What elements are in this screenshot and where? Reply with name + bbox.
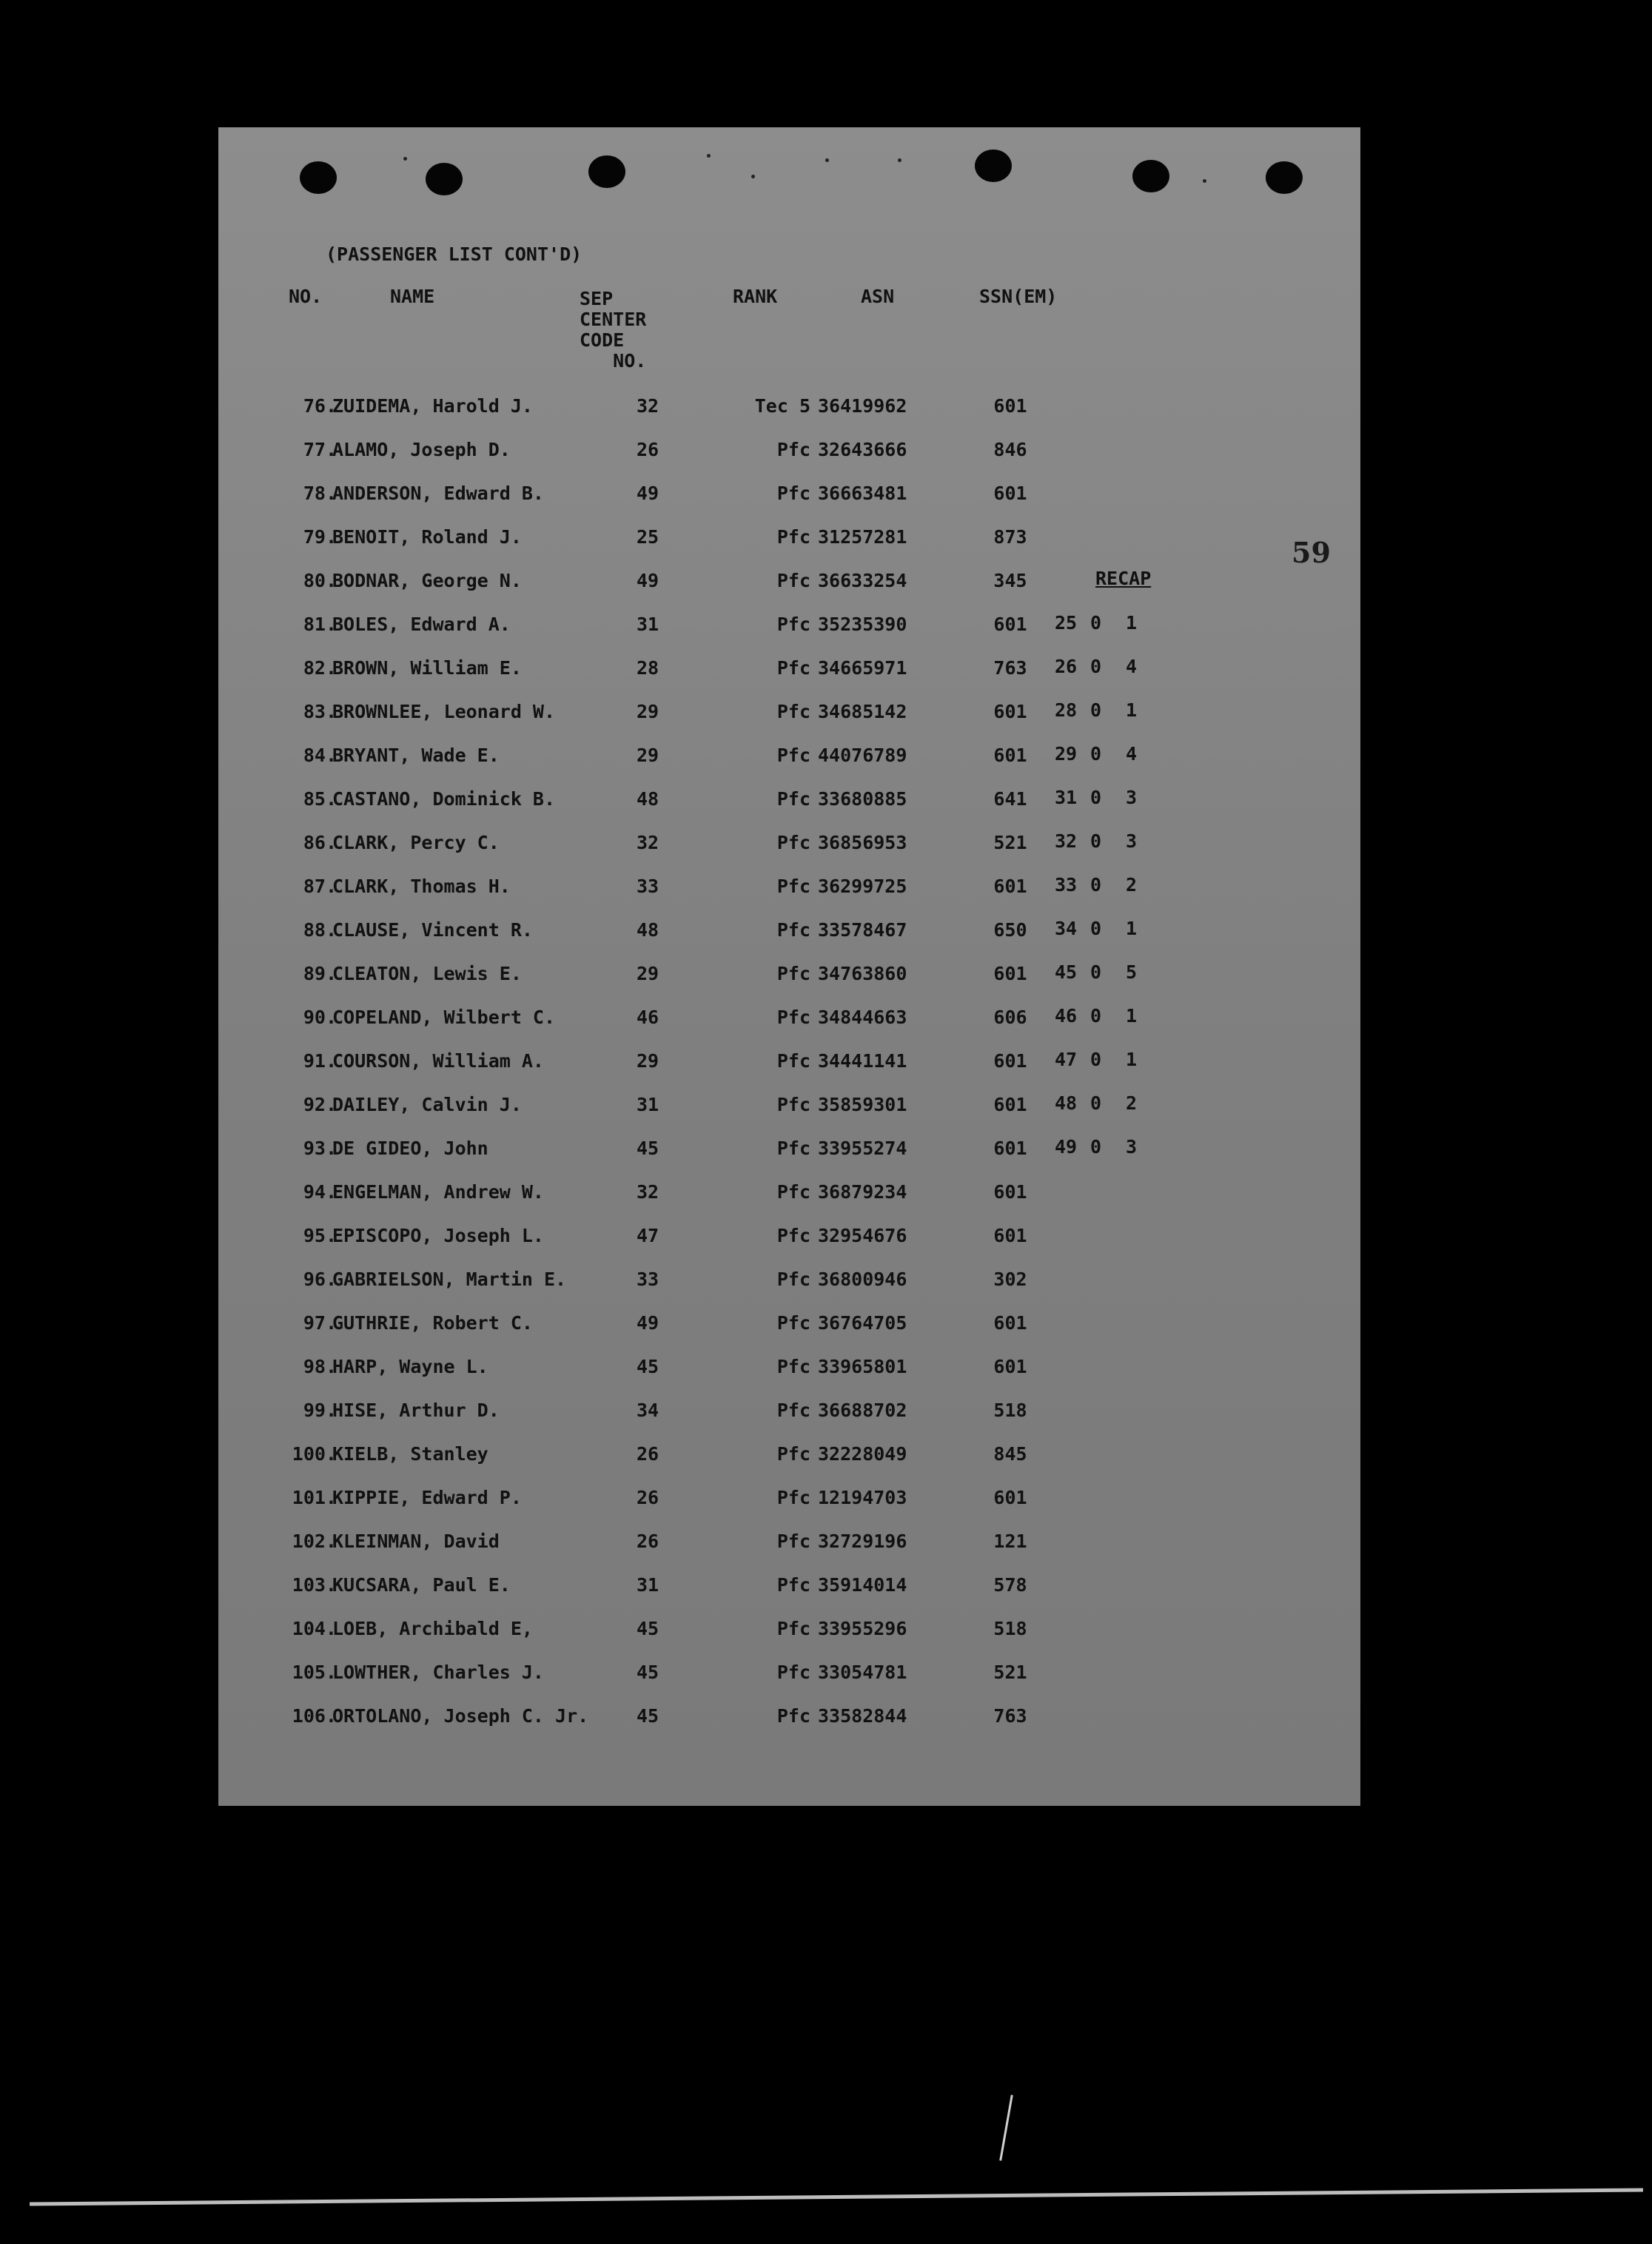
row-name: CASTANO, Dominick B. bbox=[332, 788, 556, 810]
row-code: 49 bbox=[636, 483, 659, 504]
row-rank: Pfc bbox=[776, 526, 810, 548]
row-rank: Pfc bbox=[776, 963, 810, 984]
row-code: 29 bbox=[636, 1050, 659, 1072]
row-asn: 32643666 bbox=[818, 439, 907, 460]
row-name: CLEATON, Lewis E. bbox=[332, 963, 522, 984]
row-ssn: 763 bbox=[993, 657, 1027, 679]
paper-speck bbox=[898, 158, 901, 162]
row-ssn: 763 bbox=[993, 1705, 1027, 1727]
row-rank: Pfc bbox=[776, 701, 810, 722]
row-number: 90. bbox=[303, 1007, 337, 1028]
row-number: 79. bbox=[303, 526, 337, 548]
row-code: 25 bbox=[636, 526, 659, 548]
recap-row bbox=[1055, 1049, 1161, 1070]
table-row bbox=[218, 1138, 1360, 1167]
recap-enlisted: 3 bbox=[1126, 1136, 1138, 1158]
row-number: 103. bbox=[292, 1574, 337, 1596]
table-row bbox=[218, 1050, 1360, 1080]
row-code: 26 bbox=[636, 1443, 659, 1465]
table-row bbox=[218, 788, 1360, 818]
recap-officers: 0 bbox=[1090, 743, 1102, 765]
recap-code: 26 bbox=[1055, 656, 1078, 677]
row-rank: Tec 5 bbox=[754, 395, 810, 417]
recap-code: 46 bbox=[1055, 1005, 1078, 1027]
recap-enlisted: 1 bbox=[1126, 699, 1138, 721]
row-rank: Pfc bbox=[776, 1356, 810, 1377]
row-rank: Pfc bbox=[776, 1443, 810, 1465]
row-code: 48 bbox=[636, 788, 659, 810]
row-rank: Pfc bbox=[776, 1618, 810, 1639]
paper-speck bbox=[403, 157, 407, 161]
recap-code: 31 bbox=[1055, 787, 1078, 808]
table-row bbox=[218, 1443, 1360, 1473]
row-name: LOWTHER, Charles J. bbox=[332, 1662, 544, 1683]
recap-enlisted: 1 bbox=[1126, 1049, 1138, 1070]
paper-speck bbox=[825, 158, 829, 162]
row-number: 89. bbox=[303, 963, 337, 984]
row-asn: 35859301 bbox=[818, 1094, 907, 1115]
row-ssn: 601 bbox=[993, 395, 1027, 417]
table-row bbox=[218, 657, 1360, 687]
row-name: ENGELMAN, Andrew W. bbox=[332, 1181, 544, 1203]
recap-enlisted: 4 bbox=[1126, 743, 1138, 765]
row-number: 102. bbox=[292, 1531, 337, 1552]
recap-enlisted: 5 bbox=[1126, 961, 1138, 983]
row-code: 31 bbox=[636, 1094, 659, 1115]
row-rank: Pfc bbox=[776, 1487, 810, 1508]
row-code: 26 bbox=[636, 1531, 659, 1552]
table-row bbox=[218, 483, 1360, 512]
row-asn: 36663481 bbox=[818, 483, 907, 504]
row-asn: 33680885 bbox=[818, 788, 907, 810]
row-ssn: 873 bbox=[993, 526, 1027, 548]
recap-row bbox=[1055, 874, 1161, 896]
recap-row bbox=[1055, 830, 1161, 852]
row-code: 47 bbox=[636, 1225, 659, 1246]
recap-officers: 0 bbox=[1090, 1136, 1102, 1158]
row-ssn: 521 bbox=[993, 832, 1027, 853]
row-asn: 32729196 bbox=[818, 1531, 907, 1552]
row-asn: 34685142 bbox=[818, 701, 907, 722]
row-number: 95. bbox=[303, 1225, 337, 1246]
recap-officers: 0 bbox=[1090, 699, 1102, 721]
row-number: 101. bbox=[292, 1487, 337, 1508]
recap-officers: 0 bbox=[1090, 874, 1102, 896]
column-header-asn: ASN bbox=[861, 286, 895, 307]
row-number: 104. bbox=[292, 1618, 337, 1639]
punch-hole bbox=[588, 155, 625, 188]
row-asn: 36879234 bbox=[818, 1181, 907, 1203]
punch-hole bbox=[975, 150, 1012, 182]
row-rank: Pfc bbox=[776, 1094, 810, 1115]
row-ssn: 121 bbox=[993, 1531, 1027, 1552]
document-page bbox=[218, 127, 1360, 1806]
row-asn: 34763860 bbox=[818, 963, 907, 984]
table-row bbox=[218, 1705, 1360, 1735]
row-rank: Pfc bbox=[776, 439, 810, 460]
row-number: 78. bbox=[303, 483, 337, 504]
row-asn: 36688702 bbox=[818, 1400, 907, 1421]
row-asn: 33054781 bbox=[818, 1662, 907, 1683]
row-asn: 36419962 bbox=[818, 395, 907, 417]
table-row bbox=[218, 1487, 1360, 1516]
row-ssn: 601 bbox=[993, 1356, 1027, 1377]
row-ssn: 302 bbox=[993, 1269, 1027, 1290]
row-name: BODNAR, George N. bbox=[332, 570, 522, 591]
table-row bbox=[218, 1618, 1360, 1647]
table-row bbox=[218, 1574, 1360, 1604]
row-name: BENOIT, Roland J. bbox=[332, 526, 522, 548]
row-name: KIPPIE, Edward P. bbox=[332, 1487, 522, 1508]
row-number: 88. bbox=[303, 919, 337, 941]
row-asn: 33955274 bbox=[818, 1138, 907, 1159]
recap-row bbox=[1055, 961, 1161, 983]
row-rank: Pfc bbox=[776, 1269, 810, 1290]
recap-code: 34 bbox=[1055, 918, 1078, 939]
row-ssn: 845 bbox=[993, 1443, 1027, 1465]
row-ssn: 650 bbox=[993, 919, 1027, 941]
row-code: 26 bbox=[636, 439, 659, 460]
row-code: 32 bbox=[636, 832, 659, 853]
row-number: 87. bbox=[303, 876, 337, 897]
row-rank: Pfc bbox=[776, 614, 810, 635]
recap-row bbox=[1055, 1005, 1161, 1027]
table-row bbox=[218, 1225, 1360, 1254]
row-ssn: 578 bbox=[993, 1574, 1027, 1596]
row-rank: Pfc bbox=[776, 483, 810, 504]
paper-speck bbox=[1203, 179, 1206, 183]
recap-row bbox=[1055, 743, 1161, 765]
recap-title: RECAP bbox=[1095, 568, 1152, 589]
table-row bbox=[218, 395, 1360, 425]
row-asn: 44076789 bbox=[818, 745, 907, 766]
recap-row bbox=[1055, 656, 1161, 677]
table-row bbox=[218, 876, 1360, 905]
row-number: 91. bbox=[303, 1050, 337, 1072]
row-rank: Pfc bbox=[776, 1400, 810, 1421]
row-name: CLARK, Percy C. bbox=[332, 832, 500, 853]
punch-hole bbox=[300, 161, 337, 194]
row-ssn: 601 bbox=[993, 1050, 1027, 1072]
recap-enlisted: 1 bbox=[1126, 612, 1138, 634]
row-number: 105. bbox=[292, 1662, 337, 1683]
row-name: BOLES, Edward A. bbox=[332, 614, 511, 635]
row-code: 32 bbox=[636, 395, 659, 417]
row-code: 31 bbox=[636, 614, 659, 635]
row-name: ORTOLANO, Joseph C. Jr. bbox=[332, 1705, 589, 1727]
recap-enlisted: 2 bbox=[1126, 1092, 1138, 1114]
row-asn: 34665971 bbox=[818, 657, 907, 679]
row-ssn: 518 bbox=[993, 1618, 1027, 1639]
paper-speck bbox=[751, 175, 755, 178]
row-name: CLARK, Thomas H. bbox=[332, 876, 511, 897]
row-rank: Pfc bbox=[776, 1705, 810, 1727]
recap-enlisted: 3 bbox=[1126, 830, 1138, 852]
recap-row bbox=[1055, 1092, 1161, 1114]
row-number: 80. bbox=[303, 570, 337, 591]
recap-enlisted: 2 bbox=[1126, 874, 1138, 896]
row-rank: Pfc bbox=[776, 1007, 810, 1028]
row-number: 82. bbox=[303, 657, 337, 679]
table-row bbox=[218, 570, 1360, 599]
table-row bbox=[218, 1312, 1360, 1342]
row-code: 45 bbox=[636, 1356, 659, 1377]
column-header-sep-code: SEP CENTER CODE NO. bbox=[580, 288, 647, 372]
row-ssn: 518 bbox=[993, 1400, 1027, 1421]
row-rank: Pfc bbox=[776, 1574, 810, 1596]
recap-code: 49 bbox=[1055, 1136, 1078, 1158]
row-name: BRYANT, Wade E. bbox=[332, 745, 500, 766]
row-code: 49 bbox=[636, 570, 659, 591]
recap-row bbox=[1055, 699, 1161, 721]
row-asn: 35235390 bbox=[818, 614, 907, 635]
row-name: ANDERSON, Edward B. bbox=[332, 483, 544, 504]
row-ssn: 846 bbox=[993, 439, 1027, 460]
paper-speck bbox=[707, 154, 711, 158]
row-ssn: 521 bbox=[993, 1662, 1027, 1683]
recap-officers: 0 bbox=[1090, 961, 1102, 983]
recap-officers: 0 bbox=[1090, 656, 1102, 677]
row-code: 31 bbox=[636, 1574, 659, 1596]
row-code: 33 bbox=[636, 1269, 659, 1290]
row-name: DAILEY, Calvin J. bbox=[332, 1094, 522, 1115]
recap-code: 33 bbox=[1055, 874, 1078, 896]
table-row bbox=[218, 614, 1360, 643]
recap-code: 32 bbox=[1055, 830, 1078, 852]
row-number: 96. bbox=[303, 1269, 337, 1290]
row-number: 92. bbox=[303, 1094, 337, 1115]
row-ssn: 601 bbox=[993, 1094, 1027, 1115]
row-asn: 33578467 bbox=[818, 919, 907, 941]
row-number: 84. bbox=[303, 745, 337, 766]
row-rank: Pfc bbox=[776, 657, 810, 679]
recap-row bbox=[1055, 918, 1161, 939]
row-number: 106. bbox=[292, 1705, 337, 1727]
column-header-no: NO. bbox=[289, 286, 323, 307]
row-rank: Pfc bbox=[776, 788, 810, 810]
row-asn: 36764705 bbox=[818, 1312, 907, 1334]
row-number: 86. bbox=[303, 832, 337, 853]
table-row bbox=[218, 1007, 1360, 1036]
row-name: LOEB, Archibald E, bbox=[332, 1618, 533, 1639]
recap-row bbox=[1055, 612, 1161, 634]
row-number: 81. bbox=[303, 614, 337, 635]
table-row bbox=[218, 1181, 1360, 1211]
row-ssn: 641 bbox=[993, 788, 1027, 810]
row-code: 49 bbox=[636, 1312, 659, 1334]
row-name: ALAMO, Joseph D. bbox=[332, 439, 511, 460]
row-ssn: 601 bbox=[993, 1225, 1027, 1246]
row-rank: Pfc bbox=[776, 1662, 810, 1683]
recap-enlisted: 1 bbox=[1126, 1005, 1138, 1027]
row-name: COURSON, William A. bbox=[332, 1050, 544, 1072]
row-asn: 36800946 bbox=[818, 1269, 907, 1290]
row-rank: Pfc bbox=[776, 1225, 810, 1246]
row-code: 28 bbox=[636, 657, 659, 679]
table-row bbox=[218, 1662, 1360, 1691]
row-name: COPELAND, Wilbert C. bbox=[332, 1007, 556, 1028]
row-asn: 31257281 bbox=[818, 526, 907, 548]
row-asn: 36299725 bbox=[818, 876, 907, 897]
row-ssn: 601 bbox=[993, 876, 1027, 897]
row-name: KUCSARA, Paul E. bbox=[332, 1574, 511, 1596]
row-number: 94. bbox=[303, 1181, 337, 1203]
row-number: 93. bbox=[303, 1138, 337, 1159]
page-number: 59 bbox=[1292, 536, 1331, 569]
row-number: 100. bbox=[292, 1443, 337, 1465]
row-code: 29 bbox=[636, 745, 659, 766]
punch-hole bbox=[1132, 160, 1169, 192]
row-asn: 35914014 bbox=[818, 1574, 907, 1596]
table-row bbox=[218, 963, 1360, 992]
row-name: GUTHRIE, Robert C. bbox=[332, 1312, 533, 1334]
row-ssn: 345 bbox=[993, 570, 1027, 591]
recap-row bbox=[1055, 787, 1161, 808]
row-rank: Pfc bbox=[776, 1050, 810, 1072]
row-asn: 36856953 bbox=[818, 832, 907, 853]
row-ssn: 601 bbox=[993, 1181, 1027, 1203]
table-row bbox=[218, 701, 1360, 730]
row-asn: 12194703 bbox=[818, 1487, 907, 1508]
row-name: KIELB, Stanley bbox=[332, 1443, 488, 1465]
recap-officers: 0 bbox=[1090, 918, 1102, 939]
recap-code: 45 bbox=[1055, 961, 1078, 983]
row-name: BROWNLEE, Leonard W. bbox=[332, 701, 556, 722]
recap-officers: 0 bbox=[1090, 1092, 1102, 1114]
row-rank: Pfc bbox=[776, 876, 810, 897]
table-row bbox=[218, 1400, 1360, 1429]
row-ssn: 601 bbox=[993, 1487, 1027, 1508]
column-header-ssn: SSN(EM) bbox=[979, 286, 1058, 307]
row-code: 45 bbox=[636, 1662, 659, 1683]
row-ssn: 601 bbox=[993, 1138, 1027, 1159]
recap-enlisted: 4 bbox=[1126, 656, 1138, 677]
row-code: 33 bbox=[636, 876, 659, 897]
row-rank: Pfc bbox=[776, 570, 810, 591]
document-title: (PASSENGER LIST CONT'D) bbox=[326, 243, 582, 265]
recap-code: 48 bbox=[1055, 1092, 1078, 1114]
row-asn: 34844663 bbox=[818, 1007, 907, 1028]
row-code: 48 bbox=[636, 919, 659, 941]
row-number: 76. bbox=[303, 395, 337, 417]
recap-code: 29 bbox=[1055, 743, 1078, 765]
recap-officers: 0 bbox=[1090, 1049, 1102, 1070]
table-row bbox=[218, 1531, 1360, 1560]
row-ssn: 601 bbox=[993, 614, 1027, 635]
row-ssn: 601 bbox=[993, 701, 1027, 722]
recap-officers: 0 bbox=[1090, 612, 1102, 634]
row-code: 29 bbox=[636, 963, 659, 984]
row-ssn: 606 bbox=[993, 1007, 1027, 1028]
row-ssn: 601 bbox=[993, 963, 1027, 984]
row-number: 77. bbox=[303, 439, 337, 460]
row-code: 46 bbox=[636, 1007, 659, 1028]
row-code: 45 bbox=[636, 1705, 659, 1727]
row-number: 99. bbox=[303, 1400, 337, 1421]
row-code: 45 bbox=[636, 1618, 659, 1639]
row-rank: Pfc bbox=[776, 1181, 810, 1203]
recap-code: 47 bbox=[1055, 1049, 1078, 1070]
row-name: KLEINMAN, David bbox=[332, 1531, 500, 1552]
row-asn: 32228049 bbox=[818, 1443, 907, 1465]
recap-code: 25 bbox=[1055, 612, 1078, 634]
row-rank: Pfc bbox=[776, 745, 810, 766]
row-rank: Pfc bbox=[776, 1138, 810, 1159]
film-edge-line bbox=[30, 2188, 1643, 2206]
table-row bbox=[218, 919, 1360, 949]
row-name: HISE, Arthur D. bbox=[332, 1400, 500, 1421]
row-code: 45 bbox=[636, 1138, 659, 1159]
row-name: DE GIDEO, John bbox=[332, 1138, 488, 1159]
row-name: BROWN, William E. bbox=[332, 657, 522, 679]
table-row bbox=[218, 526, 1360, 556]
row-ssn: 601 bbox=[993, 1312, 1027, 1334]
row-asn: 34441141 bbox=[818, 1050, 907, 1072]
column-header-name: NAME bbox=[390, 286, 435, 307]
row-rank: Pfc bbox=[776, 832, 810, 853]
row-code: 29 bbox=[636, 701, 659, 722]
row-name: EPISCOPO, Joseph L. bbox=[332, 1225, 544, 1246]
table-row bbox=[218, 832, 1360, 861]
row-rank: Pfc bbox=[776, 1312, 810, 1334]
table-row bbox=[218, 439, 1360, 468]
row-asn: 33955296 bbox=[818, 1618, 907, 1639]
row-code: 26 bbox=[636, 1487, 659, 1508]
row-asn: 36633254 bbox=[818, 570, 907, 591]
row-name: HARP, Wayne L. bbox=[332, 1356, 488, 1377]
recap-code: 28 bbox=[1055, 699, 1078, 721]
row-number: 85. bbox=[303, 788, 337, 810]
row-name: CLAUSE, Vincent R. bbox=[332, 919, 533, 941]
row-number: 83. bbox=[303, 701, 337, 722]
table-row bbox=[218, 1094, 1360, 1123]
row-asn: 33582844 bbox=[818, 1705, 907, 1727]
row-code: 32 bbox=[636, 1181, 659, 1203]
row-rank: Pfc bbox=[776, 919, 810, 941]
table-row bbox=[218, 1356, 1360, 1385]
row-ssn: 601 bbox=[993, 483, 1027, 504]
recap-enlisted: 3 bbox=[1126, 787, 1138, 808]
recap-row bbox=[1055, 1136, 1161, 1158]
row-asn: 33965801 bbox=[818, 1356, 907, 1377]
row-code: 34 bbox=[636, 1400, 659, 1421]
row-number: 97. bbox=[303, 1312, 337, 1334]
recap-enlisted: 1 bbox=[1126, 918, 1138, 939]
column-header-rank: RANK bbox=[733, 286, 778, 307]
recap-officers: 0 bbox=[1090, 830, 1102, 852]
row-number: 98. bbox=[303, 1356, 337, 1377]
table-row bbox=[218, 745, 1360, 774]
recap-officers: 0 bbox=[1090, 787, 1102, 808]
table-row bbox=[218, 1269, 1360, 1298]
row-ssn: 601 bbox=[993, 745, 1027, 766]
film-scratch bbox=[999, 2094, 1013, 2160]
punch-hole bbox=[426, 163, 463, 195]
recap-officers: 0 bbox=[1090, 1005, 1102, 1027]
row-name: GABRIELSON, Martin E. bbox=[332, 1269, 567, 1290]
punch-hole bbox=[1266, 161, 1303, 194]
row-asn: 32954676 bbox=[818, 1225, 907, 1246]
row-name: ZUIDEMA, Harold J. bbox=[332, 395, 533, 417]
row-rank: Pfc bbox=[776, 1531, 810, 1552]
